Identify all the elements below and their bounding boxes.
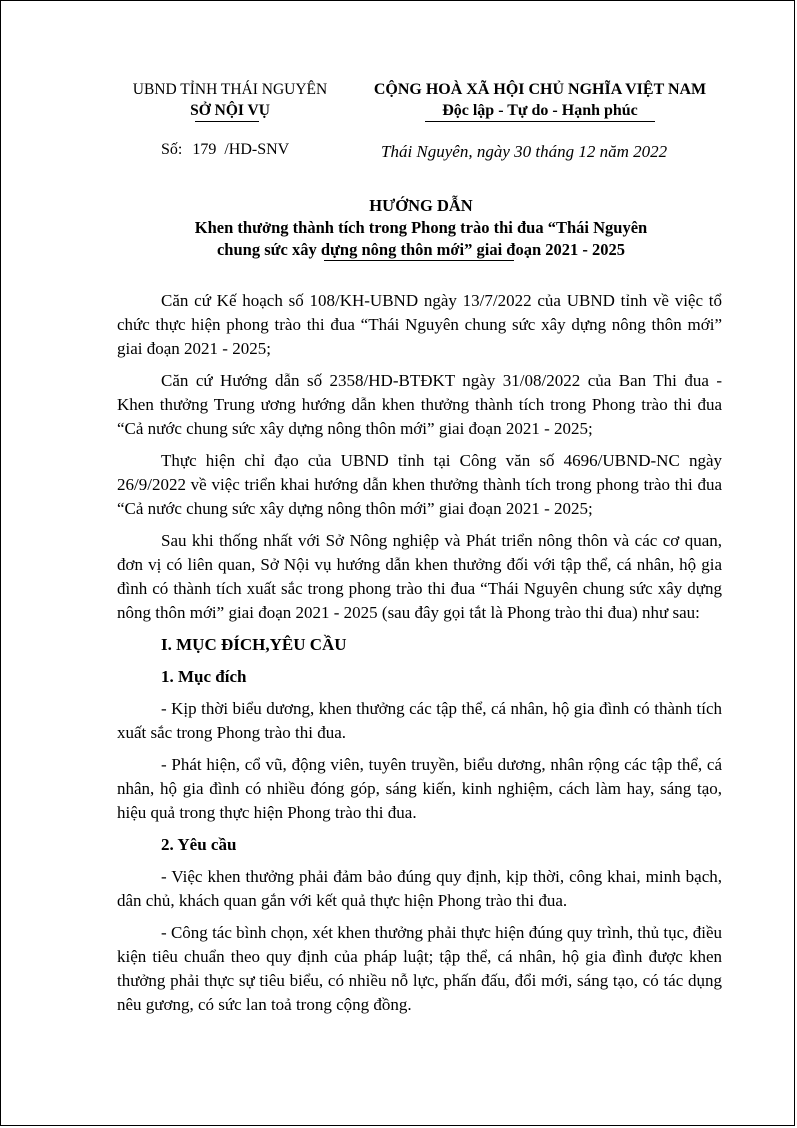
title-line-1: Khen thưởng thành tích trong Phong trào thi đua “Thái Nguyên <box>194 218 648 237</box>
document-title <box>111 195 731 261</box>
paragraph: - Việc khen thưởng phải đảm bảo đúng quy định, kịp thời, công khai, minh bạch, dân chủ, khách quan gắn với kết quả thực hiện Phong trào thi đua. <box>117 867 722 910</box>
document-number <box>161 141 289 159</box>
document-date: Thái Nguyên, ngày 30 tháng 12 năm 2022 <box>381 142 668 161</box>
paragraph: - Công tác bình chọn, xét khen thưởng phải thực hiện đúng quy trình, thủ tục, điều kiện tiêu chuẩn theo quy định của pháp luật; tập thể, cá nhân, hộ gia đình được khen thưởng phải thực sự tiêu biểu, có nhiều nỗ lực, phấn đấu, đổi mới, sáng tạo, có tác dụng nêu gương, có sức lan toả trong cộng đồng. <box>117 923 722 1014</box>
issuer-block <box>101 79 359 121</box>
section-heading: I. MỤC ĐÍCH,YÊU CẦU <box>161 635 347 654</box>
motto-underline <box>425 121 655 122</box>
national-header <box>345 79 735 121</box>
issuer-org: UBND TỈNH THÁI NGUYÊN <box>132 81 328 98</box>
paragraph: Sau khi thống nhất với Sở Nông nghiệp và Phát triển nông thôn và các cơ quan, đơn vị có liên quan, Sở Nội vụ hướng dẫn khen thưởng đối với tập thể, cá nhân, hộ gia đình có thành tích xuất sắc trong phong trào thi đua “Thái Nguyên chung sức xây dựng nông thôn mới” giai đoạn 2021 - 2025 (sau đây gọi tắt là Phong trào thi đua) như sau: <box>117 531 722 622</box>
number-value: 179 <box>192 141 217 158</box>
subsection-heading: 2. Yêu cầu <box>161 835 237 854</box>
paragraph: Căn cứ Hướng dẫn số 2358/HD-BTĐKT ngày 31/08/2022 của Ban Thi đua - Khen thưởng Trung ương hướng dẫn khen thưởng thành tích trong Phong trào thi đua “Cả nước chung sức xây dựng nông thôn mới” giai đoạn 2021 - 2025; <box>117 371 722 438</box>
motto: Độc lập - Tự do - Hạnh phúc <box>442 102 638 119</box>
issuer-dept: SỞ NỘI VỤ <box>190 102 270 119</box>
nation-title: CỘNG HOÀ XÃ HỘI CHỦ NGHĨA VIỆT NAM <box>373 81 707 98</box>
issuer-underline <box>195 121 259 122</box>
paragraph: - Phát hiện, cổ vũ, động viên, tuyên truyền, biểu dương, nhân rộng các tập thể, cá nhân, hộ gia đình có nhiều đóng góp, sáng kiến, kinh nghiệm, cách làm hay, sáng tạo, hiệu quả trong thực hiện Phong trào thi đua. <box>117 755 722 822</box>
title-underline <box>324 260 514 261</box>
title-main: HƯỚNG DẪN <box>369 196 473 215</box>
title-line-2: chung sức xây dựng nông thôn mới” giai đoạn 2021 - 2025 <box>216 240 626 259</box>
subsection-heading: 1. Mục đích <box>161 667 247 686</box>
number-label: Số: <box>161 141 183 158</box>
number-suffix: /HD-SNV <box>224 141 290 158</box>
document-body <box>117 289 722 1025</box>
paragraph: Thực hiện chỉ đạo của UBND tỉnh tại Công văn số 4696/UBND-NC ngày 26/9/2022 về việc triển khai hướng dẫn khen thưởng thành tích trong phong trào thi đua “Cả nước chung sức xây dựng nông thôn mới” giai đoạn 2021 - 2025; <box>117 451 722 518</box>
paragraph: - Kịp thời biểu dương, khen thưởng các tập thể, cá nhân, hộ gia đình có thành tích xuất sắc trong Phong trào thi đua. <box>117 699 722 742</box>
paragraph: Căn cứ Kế hoạch số 108/KH-UBND ngày 13/7/2022 của UBND tỉnh về việc tổ chức thực hiện phong trào thi đua “Thái Nguyên chung sức xây dựng nông thôn mới” giai đoạn 2021 - 2025; <box>117 291 722 358</box>
